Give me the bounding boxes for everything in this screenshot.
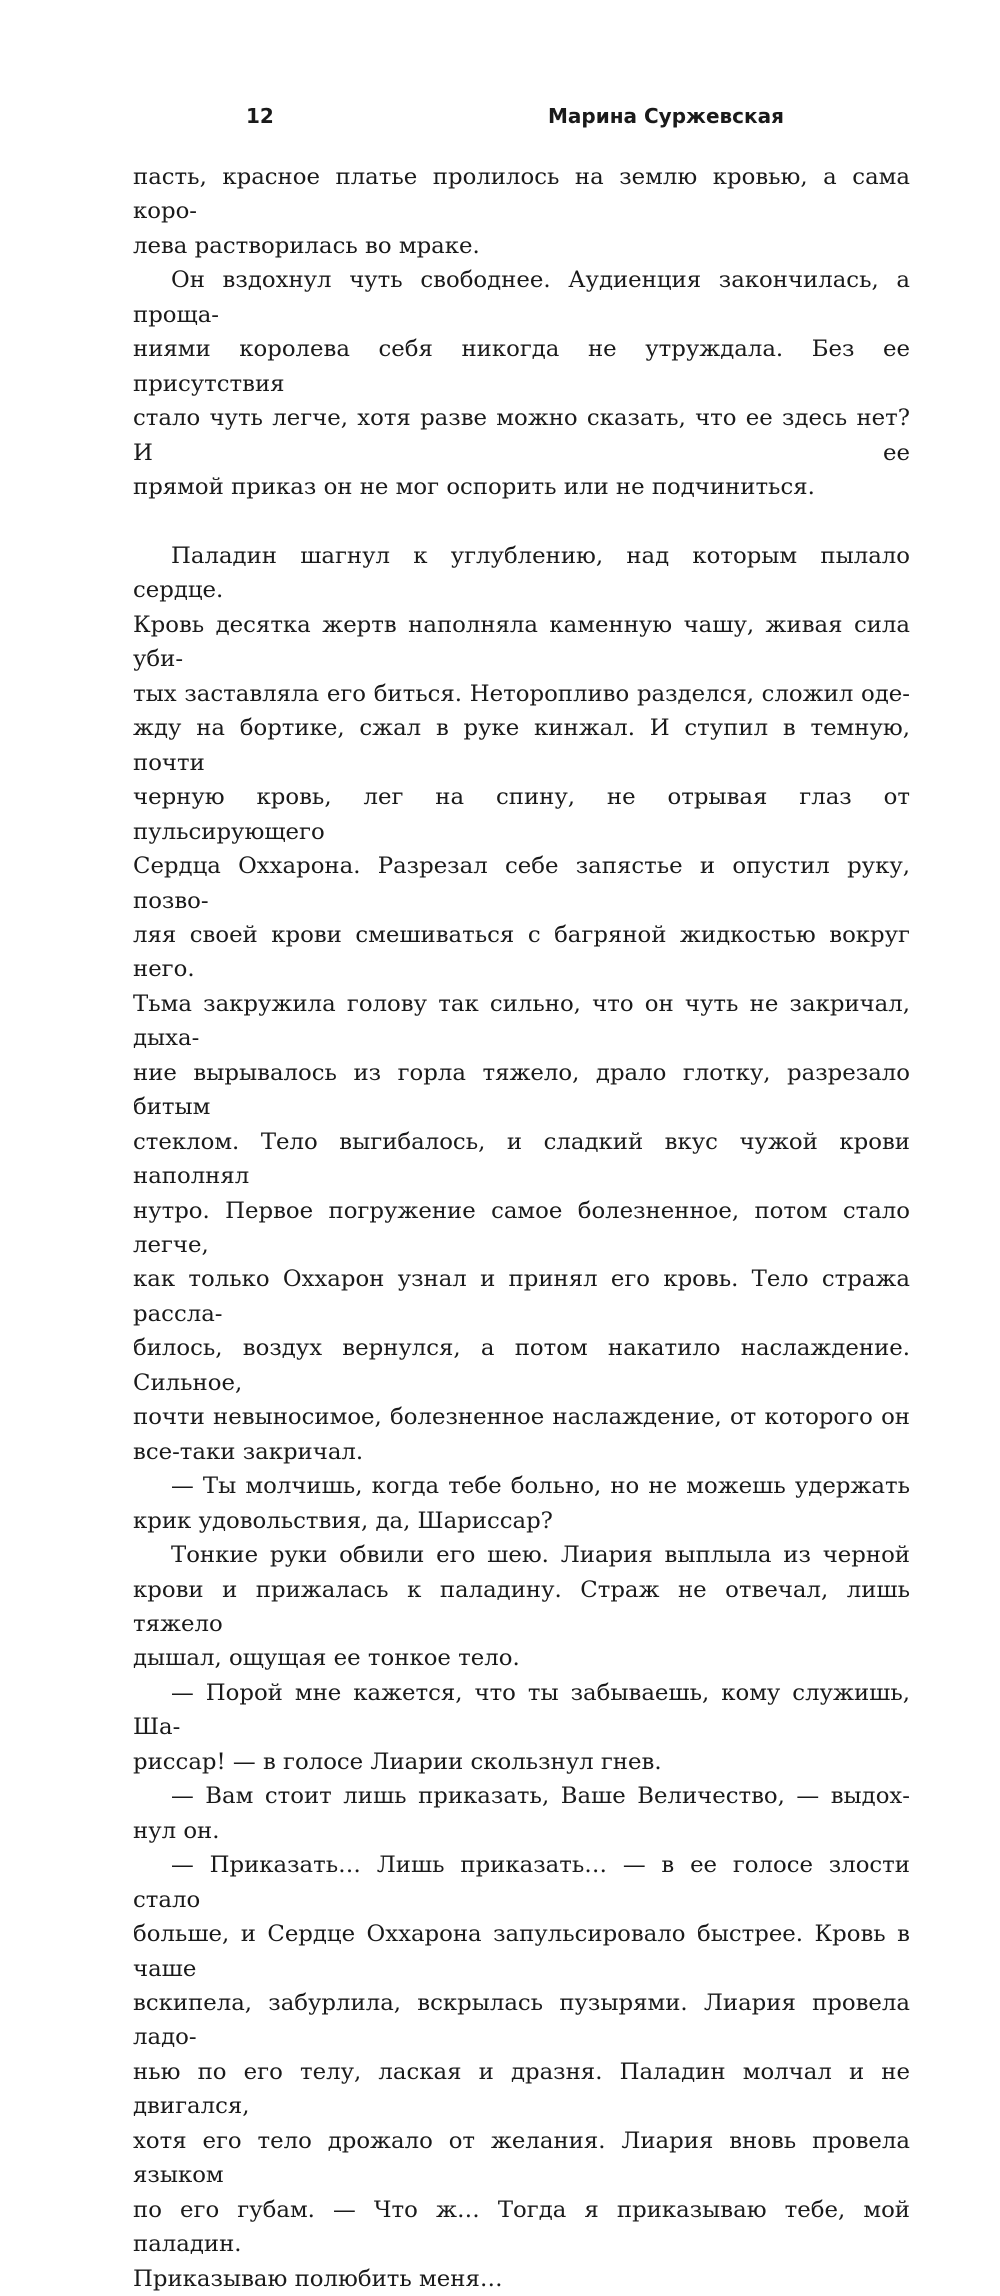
text-line: все-таки закричал. bbox=[133, 1438, 364, 1465]
text-line: больше, и Сердце Оххарона запульсировало быстрее. Кровь в чаше bbox=[133, 1921, 910, 1982]
text-line: вскипела, забурлила, вскрылась пузырями. Лиария провела ладо- bbox=[133, 1990, 910, 2051]
text-line: Приказываю полюбить меня… bbox=[133, 2265, 503, 2292]
text-line: — Порой мне кажется, что ты забываешь, кому служишь, Ша- bbox=[133, 1679, 910, 1741]
paragraph bbox=[133, 1779, 910, 1848]
text-line: крик удовольствия, да, Шариссар? bbox=[133, 1507, 553, 1534]
text-line: черную кровь, лег на спину, не отрывая глаз от пульсирующего bbox=[133, 784, 910, 845]
text-line: ние вырывалось из горла тяжело, драло глотку, разрезало битым bbox=[133, 1059, 910, 1121]
text-line: Тьма закружила голову так сильно, что он чуть не закричал, дыха- bbox=[133, 990, 910, 1052]
text-line: почти невыносимое, болезненное наслаждение, от которого он bbox=[133, 1404, 910, 1431]
paragraph bbox=[133, 1676, 910, 1779]
text-line: — Вам стоит лишь приказать, Ваше Величество, — выдох- bbox=[171, 1783, 910, 1810]
text-line: риссар! — в голосе Лиарии скользнул гнев. bbox=[133, 1748, 662, 1775]
paragraph bbox=[133, 1469, 910, 1538]
section-break bbox=[133, 505, 910, 539]
paragraph bbox=[133, 1848, 910, 2296]
body-text bbox=[133, 160, 910, 2296]
text-line: Он вздохнул чуть свободнее. Аудиенция закончилась, а проща- bbox=[133, 267, 910, 328]
paragraph bbox=[133, 263, 910, 504]
page-header bbox=[0, 100, 1000, 132]
text-line: крови и прижалась к паладину. Страж не отвечал, лишь тяжело bbox=[133, 1576, 910, 1638]
text-line: прямой приказ он не мог оспорить или не подчиниться. bbox=[133, 474, 815, 501]
text-line: нул он. bbox=[133, 1817, 220, 1844]
text-line: Кровь десятка жертв наполняла каменную чашу, живая сила уби- bbox=[133, 611, 910, 673]
paragraph bbox=[133, 160, 910, 263]
text-line: стало чуть легче, хотя разве можно сказать, что ее здесь нет? И ее bbox=[133, 405, 910, 466]
text-line: нутро. Первое погружение самое болезненное, потом стало легче, bbox=[133, 1197, 910, 1259]
text-line: ляя своей крови смешиваться с багряной жидкостью вокруг него. bbox=[133, 921, 910, 983]
text-line: лева растворилась во мраке. bbox=[133, 232, 480, 259]
text-line: пасть, красное платье пролилось на землю кровью, а сама коро- bbox=[133, 164, 910, 225]
text-line: ниями королева себя никогда не утруждала. Без ее присутствия bbox=[133, 336, 910, 397]
text-line: тых заставляла его биться. Неторопливо разделся, сложил оде- bbox=[133, 680, 910, 707]
text-line: дышал, ощущая ее тонкое тело. bbox=[133, 1645, 520, 1672]
text-line: хотя его тело дрожало от желания. Лиария вновь провела языком bbox=[133, 2127, 910, 2189]
text-line: стеклом. Тело выгибалось, и сладкий вкус чужой крови наполнял bbox=[133, 1128, 910, 1190]
text-line: — Ты молчишь, когда тебе больно, но не можешь удержать bbox=[171, 1473, 910, 1500]
paragraph bbox=[133, 539, 910, 1469]
text-line: нью по его телу, лаская и дразня. Паладин молчал и не двигался, bbox=[133, 2058, 910, 2120]
text-line: как только Оххарон узнал и принял его кровь. Тело стража рассла- bbox=[133, 1266, 910, 1327]
page-number: 12 bbox=[246, 104, 274, 128]
paragraph bbox=[133, 1538, 910, 1676]
text-line: жду на бортике, сжал в руке кинжал. И ступил в темную, почти bbox=[133, 715, 910, 776]
text-line: по его губам. — Что ж… Тогда я приказываю тебе, мой паладин. bbox=[133, 2196, 910, 2258]
text-line: Тонкие руки обвили его шею. Лиария выплыла из черной bbox=[171, 1542, 910, 1569]
text-line: Паладин шагнул к углублению, над которым пылало сердце. bbox=[133, 542, 910, 604]
text-line: — Приказать… Лишь приказать… — в ее голосе злости стало bbox=[133, 1852, 910, 1913]
running-head-author: Марина Суржевская bbox=[548, 104, 784, 128]
text-line: билось, воздух вернулся, а потом накатило наслаждение. Сильное, bbox=[133, 1335, 910, 1396]
text-line: Сердца Оххарона. Разрезал себе запястье и опустил руку, позво- bbox=[133, 853, 910, 914]
